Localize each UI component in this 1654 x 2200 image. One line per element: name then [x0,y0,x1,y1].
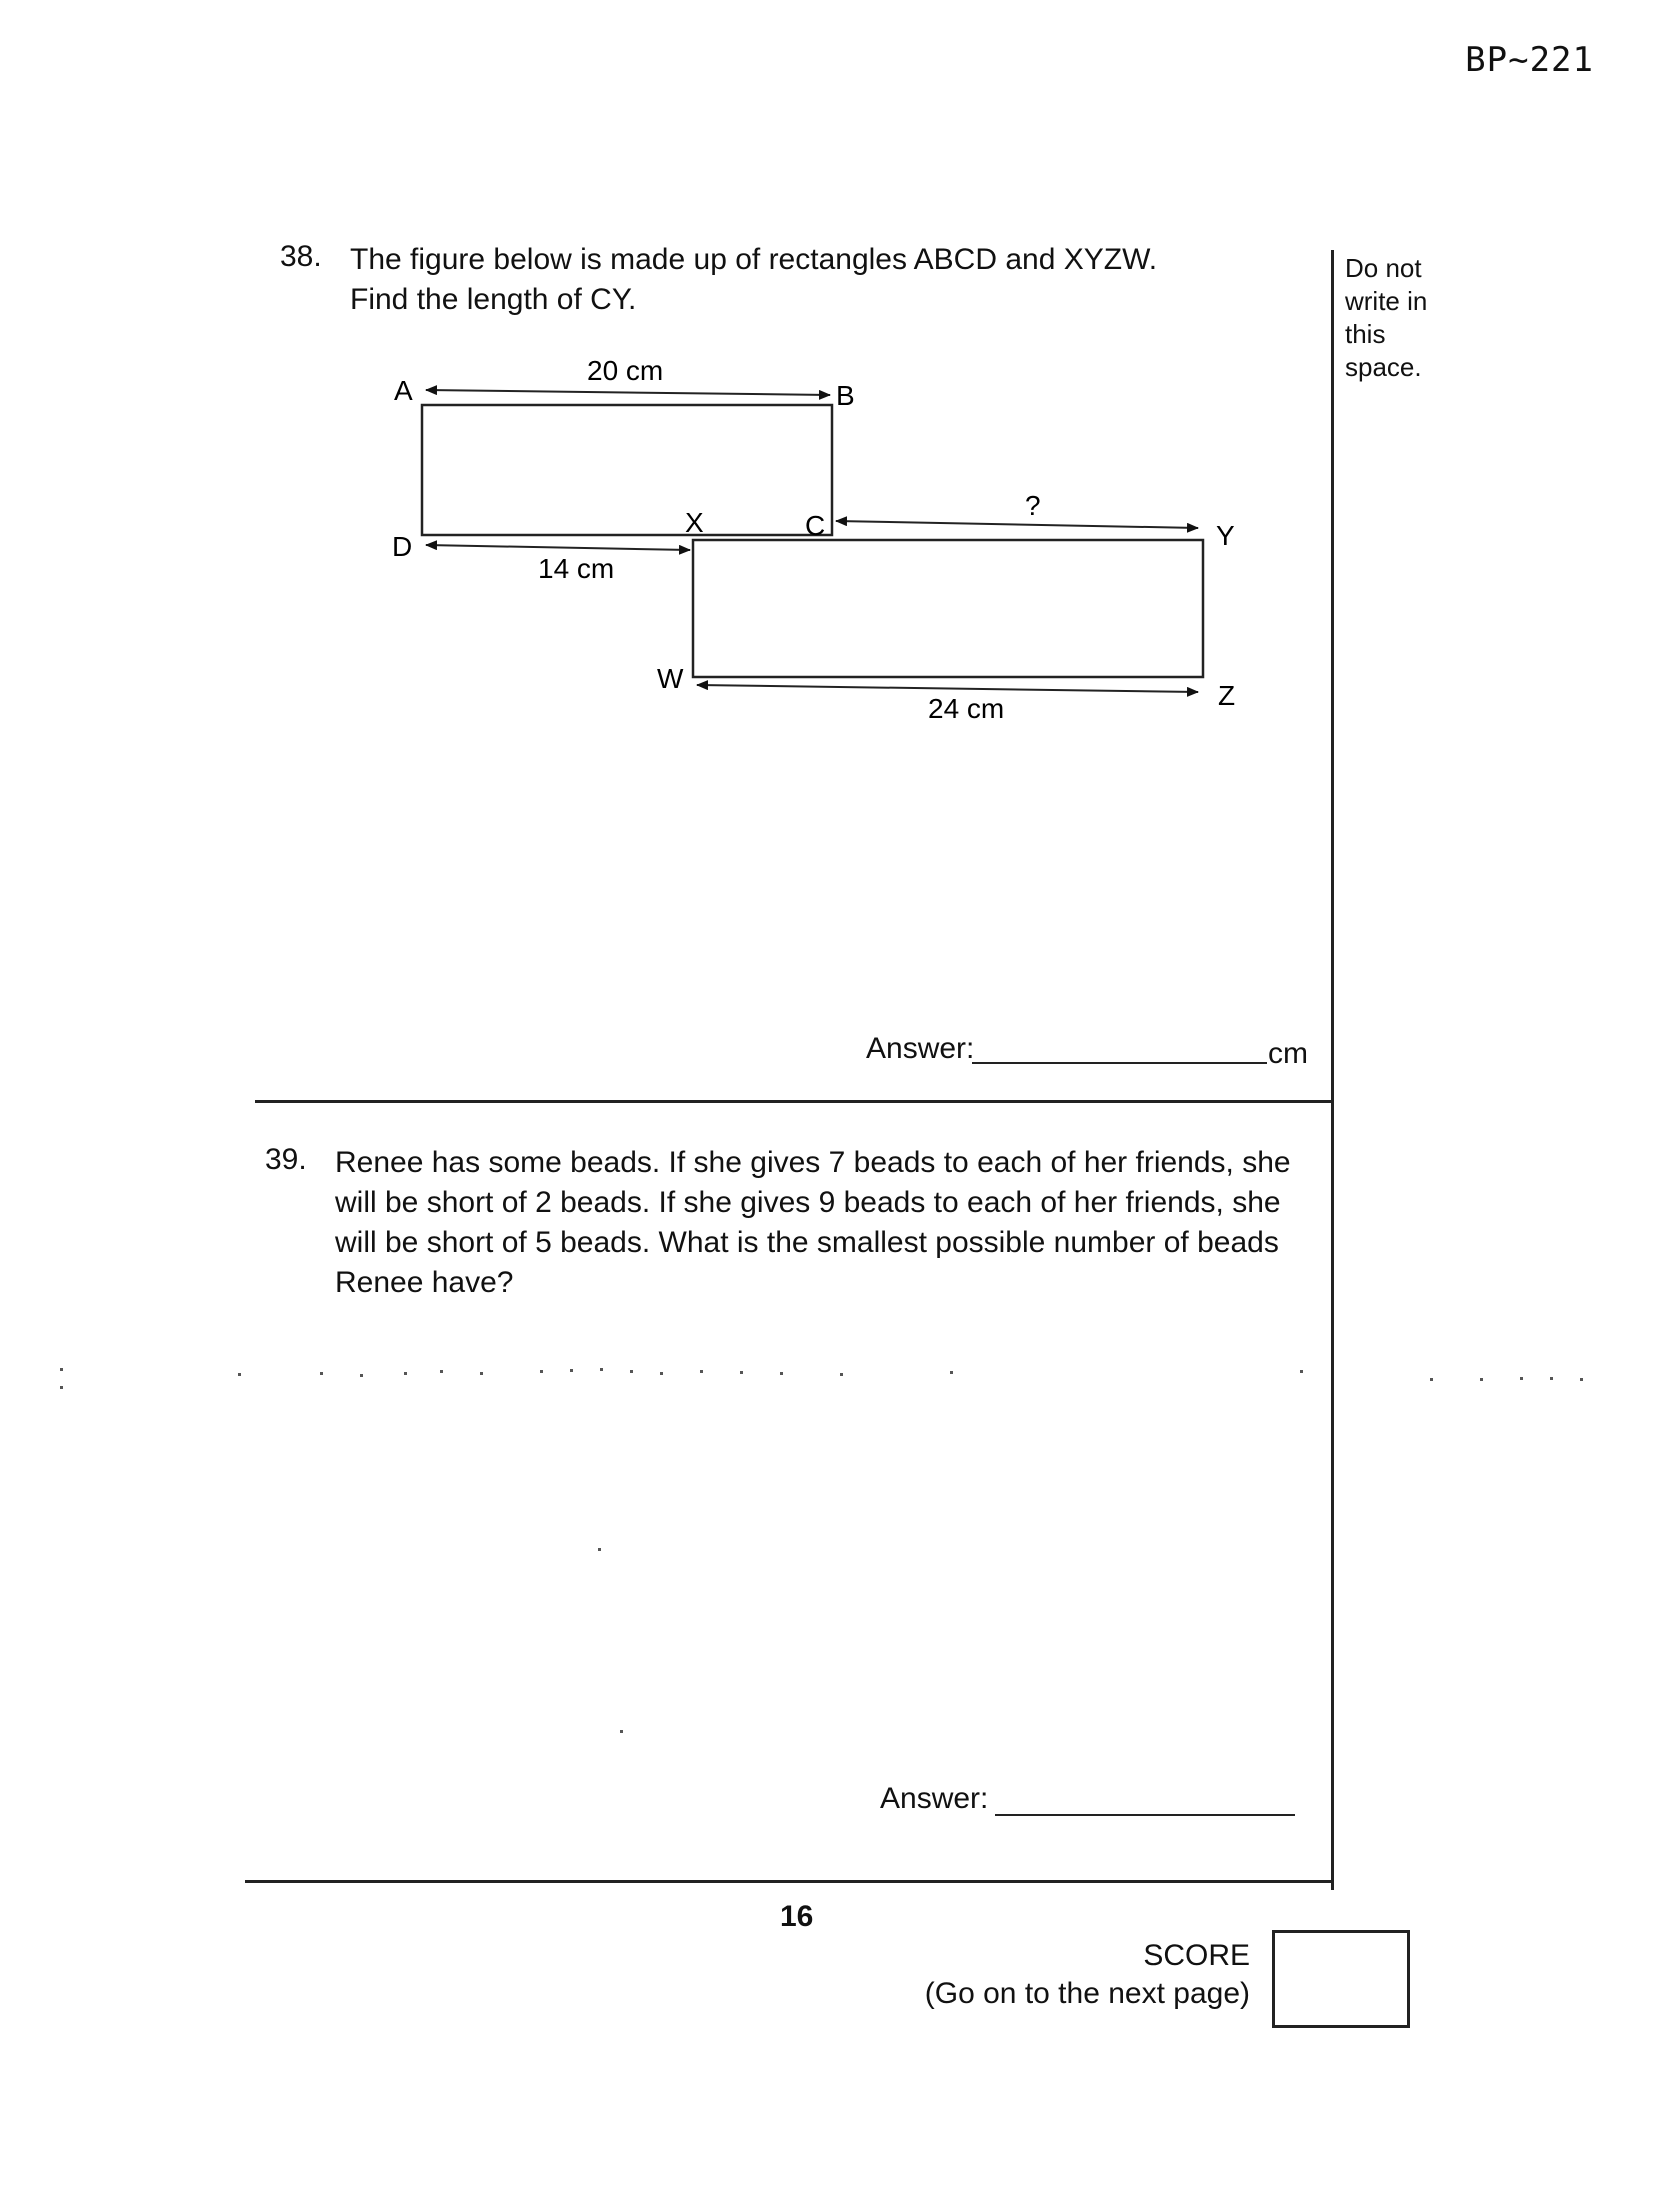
scan-speck [1580,1378,1583,1381]
vertex-label-d: D [392,531,413,562]
next-page-note: (Go on to the next page) [924,1977,1250,2010]
dimension-label-dx: 14 cm [538,553,615,584]
scan-speck [700,1370,703,1373]
scan-speck [404,1372,407,1375]
bottom-rule [245,1880,1334,1883]
scan-speck [60,1386,63,1389]
scan-speck [620,1730,623,1733]
vertex-label-x: X [685,507,704,538]
vertex-label-c: C [805,510,826,541]
vertex-label-w: W [657,663,684,694]
dimension-arrow-dx [426,545,690,550]
scan-speck [630,1370,633,1373]
margin-note-line: write in [1345,286,1428,316]
margin-note-line: this [1345,319,1386,349]
scan-speck [780,1372,783,1375]
scan-speck [320,1372,323,1375]
margin-note-line: Do not [1345,253,1422,283]
scan-speck [598,1548,601,1551]
scan-speck [440,1370,443,1373]
answer-39-label: Answer: [880,1782,989,1815]
rectangle-xyzw [693,540,1203,677]
vertex-label-y: Y [1216,520,1235,551]
question-39-line: Renee has some beads. If she gives 7 beads to each of her friends, she [335,1146,1291,1179]
question-38-line: Find the length of CY. [350,283,637,316]
scan-speck [480,1372,483,1375]
score-box[interactable] [1272,1930,1410,2028]
rectangle-abcd [422,405,832,535]
question-39-line: will be short of 2 beads. If she gives 9 beads to each of her friends, she [335,1186,1281,1219]
scan-speck [570,1369,573,1372]
scan-speck [360,1374,363,1377]
dimension-label-cy: ? [1025,490,1041,521]
dimension-label-ab: 20 cm [587,355,664,386]
question-39-line: Renee have? [335,1266,514,1299]
score-label: SCORE [1143,1939,1250,1972]
scan-speck [740,1371,743,1374]
scan-speck [950,1371,953,1374]
scan-speck [238,1373,241,1376]
question-39-line: will be short of 5 beads. What is the smallest possible number of beads [335,1226,1279,1259]
answer-39-field[interactable] [995,1814,1295,1816]
vertex-label-z: Z [1218,680,1236,711]
dimension-arrow-wz [697,685,1198,692]
margin-note-line: space. [1345,352,1422,382]
question-38-number: 38. [280,240,322,273]
vertex-label-a: A [394,375,413,406]
page-number: 16 [780,1900,814,1933]
scan-speck [1520,1377,1523,1380]
scan-speck [1430,1378,1433,1381]
scan-speck [540,1370,543,1373]
answer-38-label: Answer: [866,1032,975,1065]
question-38-line: The figure below is made up of rectangles ABCD and XYZW. [350,243,1158,276]
dimension-arrow-ab [426,390,830,395]
scan-speck [1550,1377,1553,1380]
scan-speck [60,1368,63,1371]
answer-38-unit: cm [1268,1037,1308,1070]
vertex-label-b: B [836,380,855,411]
scan-speck [840,1373,843,1376]
question-39-text [335,1143,1291,1303]
scan-speck [1480,1378,1483,1381]
score-label-block [925,1937,1250,2013]
answer-38-field[interactable] [972,1062,1267,1064]
question-39-number: 39. [265,1143,307,1176]
dimension-label-wz: 24 cm [928,693,1005,724]
page-code: BP~221 [1465,40,1594,80]
scan-speck [600,1368,603,1371]
question-divider [255,1100,1331,1103]
scan-speck [660,1372,663,1375]
dimension-arrow-cy [836,521,1198,528]
scan-speck [1300,1370,1303,1373]
